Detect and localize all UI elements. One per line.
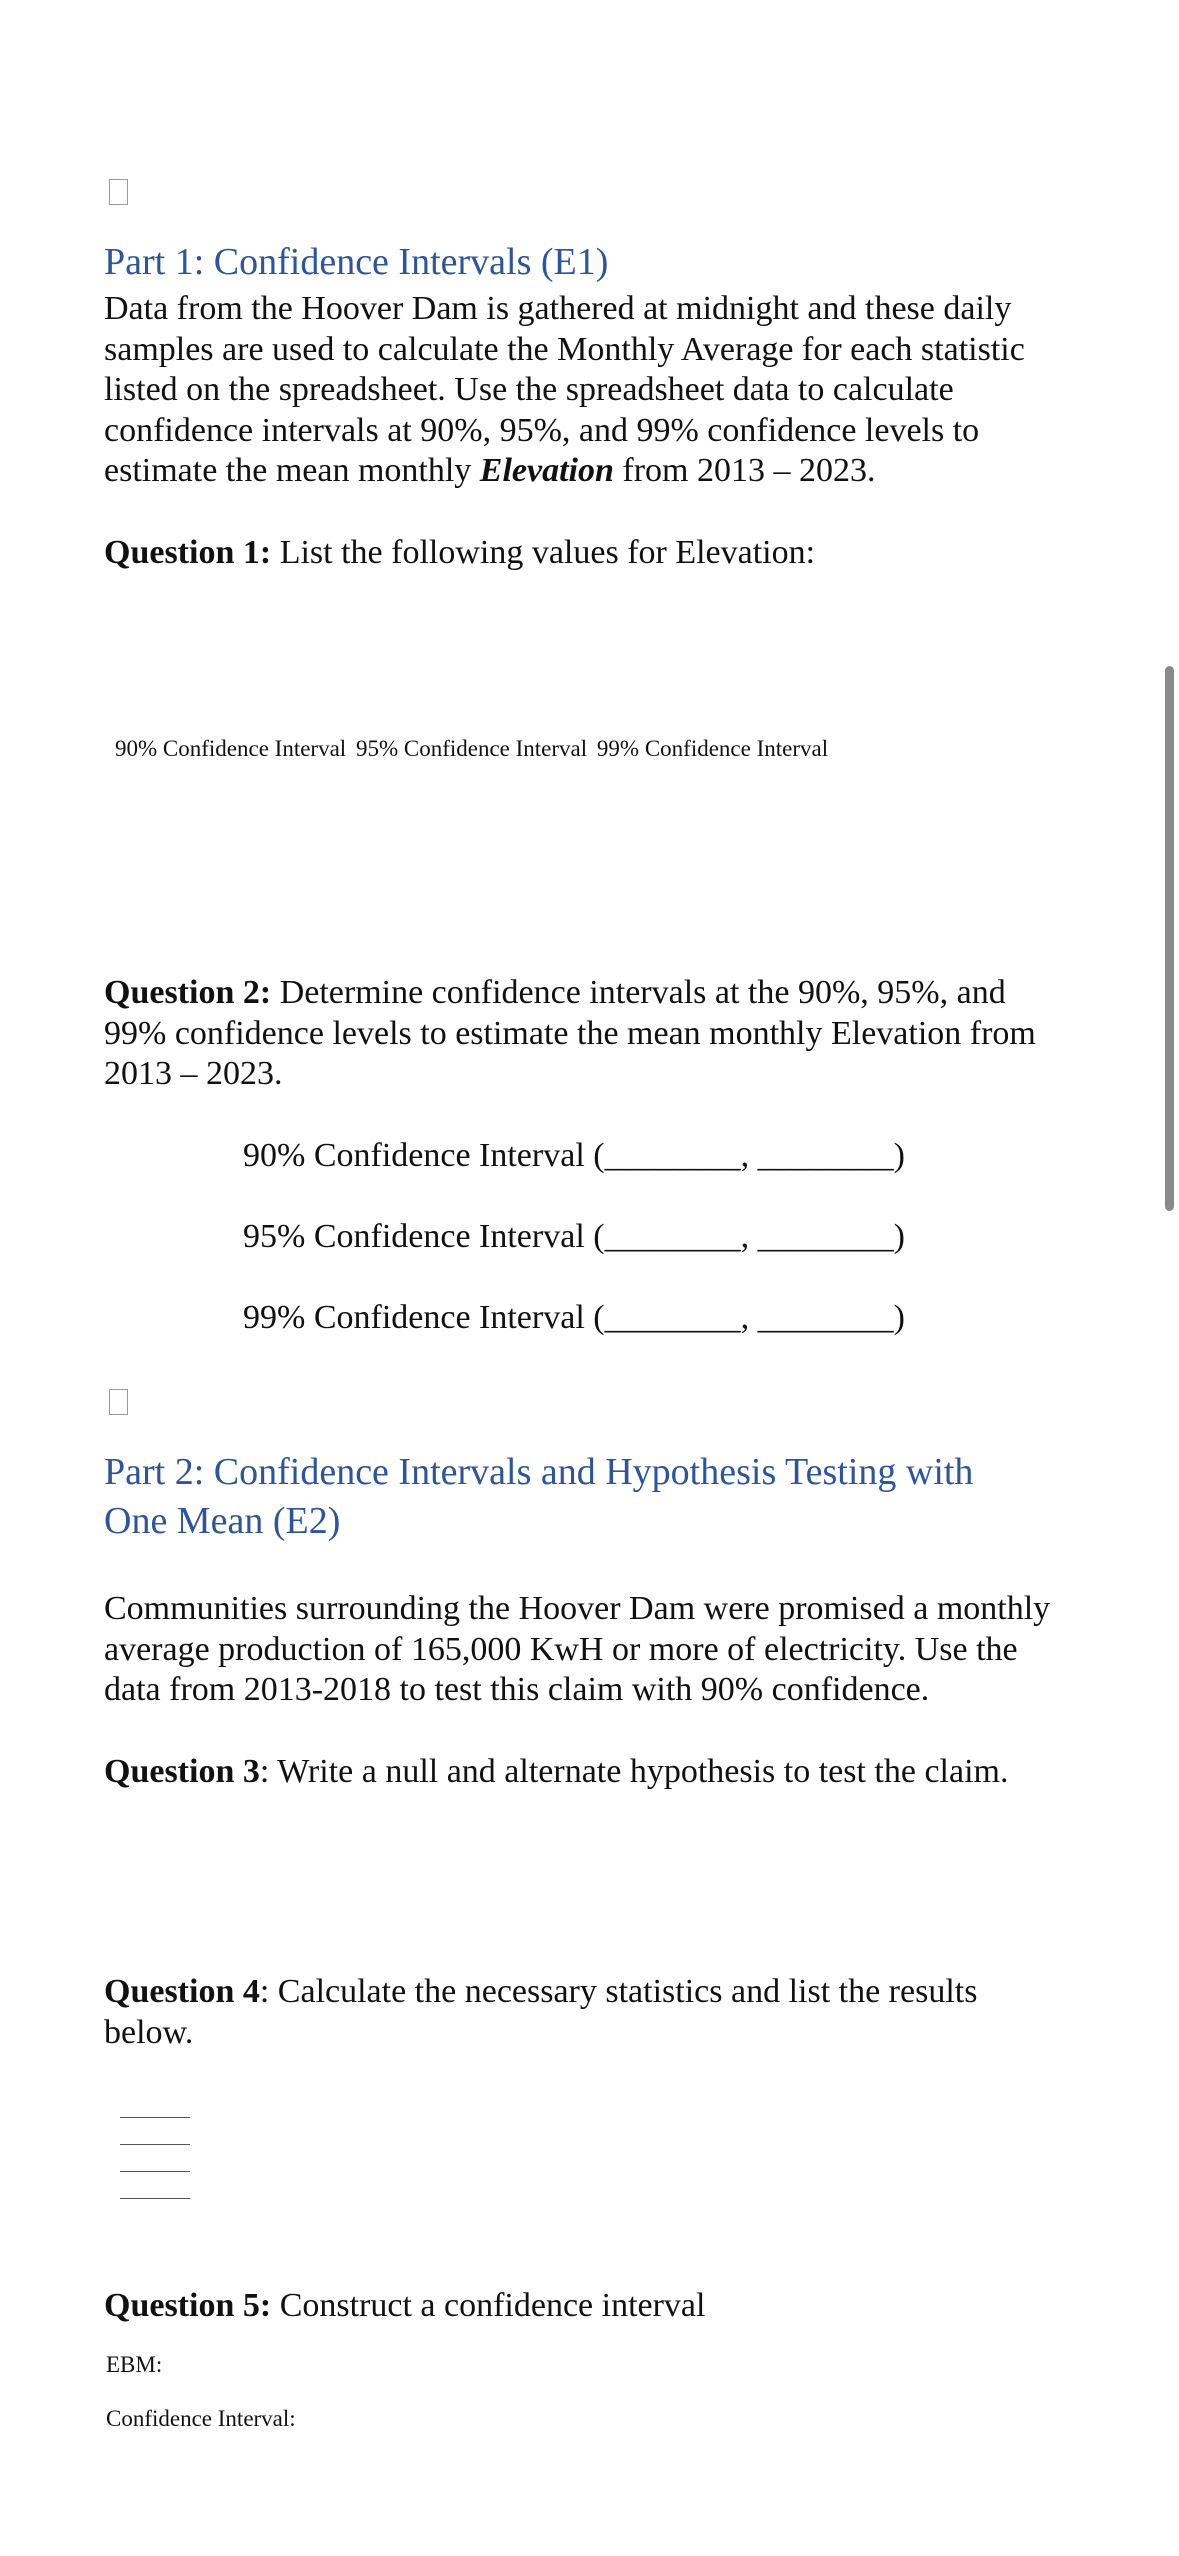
- ebm-label: EBM:: [106, 2352, 163, 2377]
- question2: [104, 973, 1084, 1095]
- ci-95-line: 95% Confidence Interval (________, ________): [243, 1218, 905, 1255]
- part2-intro-line: Communities surrounding the Hoover Dam were promised a monthly: [104, 1590, 1051, 1627]
- question1-label: Question 1:: [104, 534, 272, 571]
- answer-blank-line[interactable]: [120, 2117, 190, 2118]
- question5-text: Construct a confidence interval: [271, 2287, 706, 2324]
- answer-blank-line[interactable]: [120, 2171, 190, 2172]
- image-placeholder-icon: [109, 179, 128, 205]
- part2-intro: [104, 1589, 1084, 1711]
- answer-blank-line[interactable]: [120, 2198, 190, 2199]
- image-placeholder-icon: [109, 1389, 128, 1415]
- question5-label: Question 5:: [104, 2287, 272, 2324]
- question2-line: [104, 973, 1084, 1014]
- question4-line: [104, 1972, 1084, 2013]
- question1: [104, 533, 1084, 574]
- part2-heading: [104, 1448, 973, 1546]
- part1-intro-line: Data from the Hoover Dam is gathered at midnight and these daily: [104, 290, 1012, 327]
- ci-90-line: 90% Confidence Interval (________, ________): [243, 1137, 905, 1174]
- answer-blank-line[interactable]: [120, 2144, 190, 2145]
- part1-intro-line: listed on the spreadsheet. Use the spreadsheet data to calculate: [104, 371, 954, 408]
- column-header: 90% Confidence Interval: [115, 736, 347, 761]
- part1-intro-line: confidence intervals at 90%, 95%, and 99% confidence levels to: [104, 411, 980, 449]
- part2-heading-line: Part 2: Confidence Intervals and Hypothesis Testing with: [104, 1451, 974, 1493]
- question1-text: List the following values for Elevation:: [271, 534, 816, 571]
- question4: [104, 1972, 1084, 2053]
- part1-intro: [104, 289, 1084, 492]
- question3-label: Question 3: [104, 1753, 260, 1790]
- part2-intro-line: data from 2013-2018 to test this claim with 90% confidence.: [104, 1671, 930, 1708]
- part2-intro-line: average production of 165,000 KwH or more of electricity. Use the: [104, 1630, 1018, 1668]
- part1-intro-line: samples are used to calculate the Monthly Average for each statistic: [104, 330, 1025, 368]
- part1-heading: Part 1: Confidence Intervals (E1): [104, 241, 609, 283]
- part1-intro-line: [104, 451, 1084, 492]
- confidence-interval-label: Confidence Interval:: [106, 2406, 296, 2431]
- question1-table-header: [115, 734, 832, 764]
- question2-text: Determine confidence intervals at the 90%, 95%, and: [271, 974, 1006, 1011]
- column-header: 95% Confidence Interval: [355, 736, 588, 761]
- question3-text: : Write a null and alternate hypothesis to test the claim.: [259, 1753, 1009, 1790]
- part2-heading-line: One Mean (E2): [104, 1500, 341, 1542]
- intro-text: estimate the mean monthly: [104, 452, 480, 489]
- ci-99-line: 99% Confidence Interval (________, ________): [243, 1299, 905, 1336]
- question4-text: : Calculate the necessary statistics and list the results: [259, 1973, 978, 2010]
- question2-label: Question 2:: [104, 974, 272, 1011]
- vertical-scrollbar[interactable]: [1165, 666, 1174, 1211]
- question2-line: 2013 – 2023.: [104, 1055, 283, 1092]
- column-header: 99% Confidence Interval: [596, 736, 829, 761]
- question4-label: Question 4: [104, 1973, 260, 2010]
- question3: [104, 1752, 1084, 1793]
- question2-line: 99% confidence levels to estimate the mean monthly Elevation from: [104, 1014, 1036, 1052]
- intro-text: from 2013 – 2023.: [613, 452, 876, 489]
- question4-line: below.: [104, 2013, 194, 2051]
- question5: [104, 2286, 1084, 2327]
- elevation-emphasis: Elevation: [479, 452, 614, 489]
